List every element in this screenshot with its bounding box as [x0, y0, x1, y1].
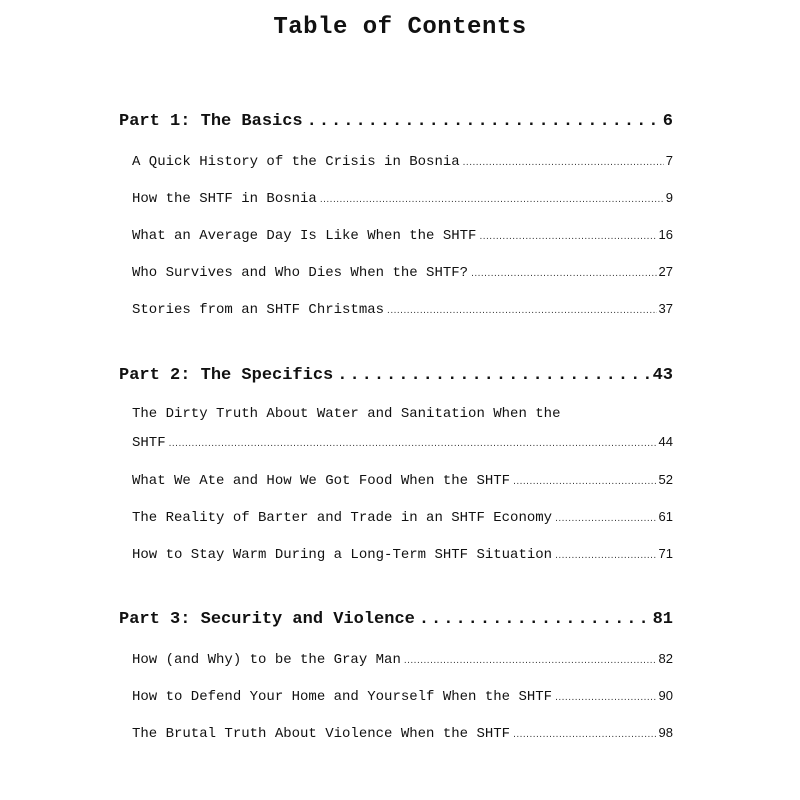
dot-leader	[555, 692, 656, 703]
toc-entry[interactable]	[132, 153, 673, 171]
toc-entry[interactable]	[132, 405, 673, 452]
toc-part-2[interactable]	[119, 366, 673, 385]
part-label: Part 1: The Basics	[119, 112, 303, 131]
entry-page-number: 52	[658, 472, 673, 487]
toc-entry[interactable]	[132, 190, 673, 208]
dot-leader	[307, 112, 659, 131]
dot-leader	[463, 157, 664, 168]
part-page-number: 81	[652, 610, 673, 629]
toc-entry[interactable]	[132, 472, 673, 490]
dot-leader	[404, 655, 657, 666]
dot-leader	[513, 729, 656, 740]
dot-leader	[337, 366, 648, 385]
dot-leader	[555, 550, 656, 561]
dot-leader	[320, 194, 664, 205]
toc-entry[interactable]	[132, 264, 673, 282]
entry-title: How to Defend Your Home and Yourself When the SHTF	[132, 689, 553, 705]
entry-page-number: 71	[658, 546, 673, 561]
entry-title: A Quick History of the Crisis in Bosnia	[132, 154, 460, 170]
entry-title: How (and Why) to be the Gray Man	[132, 652, 401, 668]
entry-page-number: 90	[658, 688, 673, 703]
part-page-number: 6	[662, 112, 673, 131]
entry-title: How to Stay Warm During a Long-Term SHTF Situation	[132, 547, 553, 563]
entry-title: What an Average Day Is Like When the SHTF	[132, 228, 477, 244]
entry-page-number: 9	[665, 190, 673, 205]
dot-leader	[479, 231, 656, 242]
dot-leader	[555, 513, 656, 524]
entry-title-line1: The Dirty Truth About Water and Sanitation When the	[132, 406, 561, 422]
entry-title: The Reality of Barter and Trade in an SHTF Economy	[132, 510, 553, 526]
entry-page-number: 16	[658, 227, 673, 242]
part-label: Part 2: The Specifics	[119, 366, 334, 385]
part-label: Part 3: Security and Violence	[119, 610, 415, 629]
entry-page-number: 61	[658, 509, 673, 524]
entry-page-number: 44	[658, 434, 673, 449]
toc-part-1[interactable]	[119, 112, 673, 131]
entry-page-number: 37	[658, 301, 673, 316]
toc-entry[interactable]	[132, 725, 673, 743]
toc-entry[interactable]	[132, 688, 673, 706]
toc-entry[interactable]	[132, 509, 673, 527]
entry-title: How the SHTF in Bosnia	[132, 191, 317, 207]
entry-title: What We Ate and How We Got Food When the SHTF	[132, 473, 511, 489]
page-title: Table of Contents	[273, 14, 527, 41]
dot-leader	[471, 268, 656, 279]
entry-title: Who Survives and Who Dies When the SHTF?	[132, 265, 469, 281]
entry-page-number: 98	[658, 725, 673, 740]
toc-entry[interactable]	[132, 301, 673, 319]
toc-entry[interactable]	[132, 227, 673, 245]
toc-entry[interactable]	[132, 546, 673, 564]
toc-entry[interactable]	[132, 651, 673, 669]
entry-title: Stories from an SHTF Christmas	[132, 302, 385, 318]
dot-leader	[387, 305, 656, 316]
toc-part-3[interactable]	[119, 610, 673, 629]
entry-page-number: 27	[658, 264, 673, 279]
part-page-number: 43	[652, 366, 673, 385]
dot-leader	[419, 610, 649, 629]
dot-leader	[513, 476, 656, 487]
entry-page-number: 7	[665, 153, 673, 168]
dot-leader	[169, 438, 657, 449]
entry-page-number: 82	[658, 651, 673, 666]
entry-title: The Brutal Truth About Violence When the SHTF	[132, 726, 511, 742]
entry-title: SHTF	[132, 435, 166, 451]
